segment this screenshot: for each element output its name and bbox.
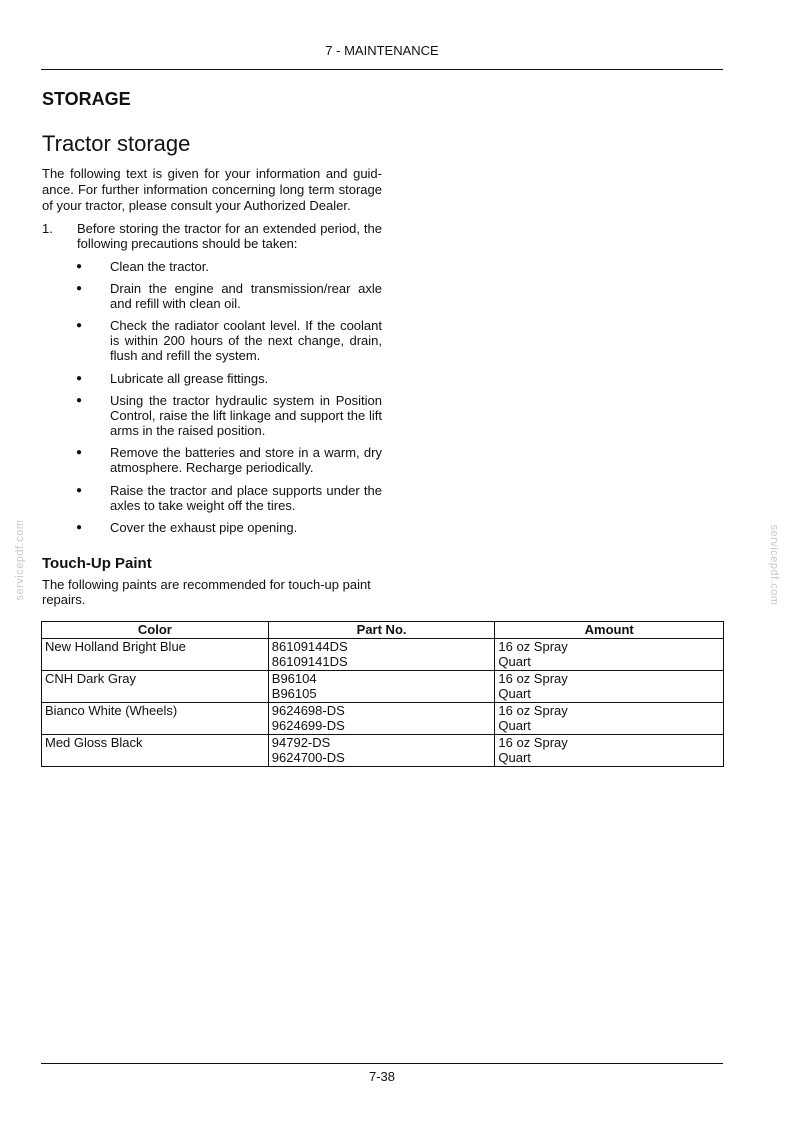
bullet-icon: ● [76, 395, 83, 406]
bullet-text: Raise the tractor and place supports under the axles to take weight off the tires. [110, 483, 382, 513]
paint-table [41, 621, 724, 767]
touchup-title: Touch-Up Paint [42, 555, 152, 572]
watermark-right: servicepdf.com [768, 524, 780, 606]
cell-part-no [268, 638, 495, 670]
bullet-text: Lubricate all grease fittings. [110, 371, 269, 386]
table-row [42, 702, 724, 734]
amount: Quart [498, 686, 531, 701]
bullet-text: Drain the engine and transmission/rear axle and refill with clean oil. [110, 281, 382, 311]
step-number: 1. [42, 221, 53, 236]
step-text: Before storing the tractor for an extended period, the following precautions should be taken: [77, 221, 382, 251]
part-number: 86109141DS [271, 654, 348, 669]
intro-paragraph: The following text is given for your information and guid-ance. For further information concerning long term storage of your tractor, please consult your Authorized Dealer. [42, 166, 382, 213]
amount: 16 oz Spray [498, 734, 568, 750]
amount: Quart [498, 718, 531, 733]
bullet-text: Remove the batteries and store in a warm, dry atmosphere. Recharge periodically. [110, 445, 382, 475]
amount: 16 oz Spray [498, 670, 568, 686]
cell-part-no [268, 734, 495, 766]
cell-amount [495, 670, 724, 702]
amount: Quart [498, 750, 531, 765]
table-row [42, 734, 724, 766]
column-header-amount: Amount [495, 622, 724, 639]
color-name: New Holland Bright Blue [45, 638, 186, 654]
header-section-title: 7 - MAINTENANCE [325, 43, 439, 58]
cell-amount [495, 734, 724, 766]
bullet-icon: ● [76, 447, 83, 458]
column-header-color: Color [42, 622, 269, 639]
cell-color [42, 734, 269, 766]
touchup-intro: The following paints are recommended for touch-up paint repairs. [42, 577, 371, 607]
amount: Quart [498, 654, 531, 669]
cell-amount [495, 702, 724, 734]
footer-rule [41, 1063, 723, 1064]
part-number: B96104 [271, 670, 317, 686]
color-name: CNH Dark Gray [45, 670, 137, 686]
bullet-icon: ● [76, 522, 83, 533]
cell-color [42, 638, 269, 670]
cell-color [42, 702, 269, 734]
amount: 16 oz Spray [498, 638, 568, 654]
cell-part-no [268, 702, 495, 734]
part-number: 9624700-DS [271, 750, 345, 765]
color-name: Med Gloss Black [45, 734, 143, 750]
section-title: STORAGE [42, 89, 131, 109]
bullet-text: Check the radiator coolant level. If the coolant is within 200 hours of the next change, drain, flush and refill the system. [110, 318, 382, 363]
part-number: 9624698-DS [271, 702, 345, 718]
amount: 16 oz Spray [498, 702, 568, 718]
cell-amount [495, 638, 724, 670]
page-number: 7-38 [368, 1069, 396, 1084]
bullet-icon: ● [76, 320, 83, 331]
header-rule [41, 69, 723, 70]
subsection-title: Tractor storage [42, 131, 191, 156]
bullet-text: Using the tractor hydraulic system in Position Control, raise the lift linkage and support the lift arms in the raised position. [110, 393, 382, 438]
bullet-icon: ● [76, 373, 83, 384]
cell-part-no [268, 670, 495, 702]
bullet-text: Clean the tractor. [110, 259, 209, 274]
bullet-icon: ● [76, 261, 83, 272]
part-number: 9624699-DS [271, 718, 345, 733]
part-number: B96105 [271, 686, 317, 701]
color-name: Bianco White (Wheels) [45, 702, 178, 718]
bullet-icon: ● [76, 485, 83, 496]
watermark-left: servicepdf.com [14, 519, 26, 601]
part-number: 94792-DS [271, 734, 331, 750]
bullet-icon: ● [76, 283, 83, 294]
table-row [42, 638, 724, 670]
table-row [42, 670, 724, 702]
cell-color [42, 670, 269, 702]
part-number: 86109144DS [271, 638, 348, 654]
table-header-row [42, 622, 724, 639]
column-header-part-no: Part No. [268, 622, 495, 639]
bullet-text: Cover the exhaust pipe opening. [110, 520, 298, 535]
